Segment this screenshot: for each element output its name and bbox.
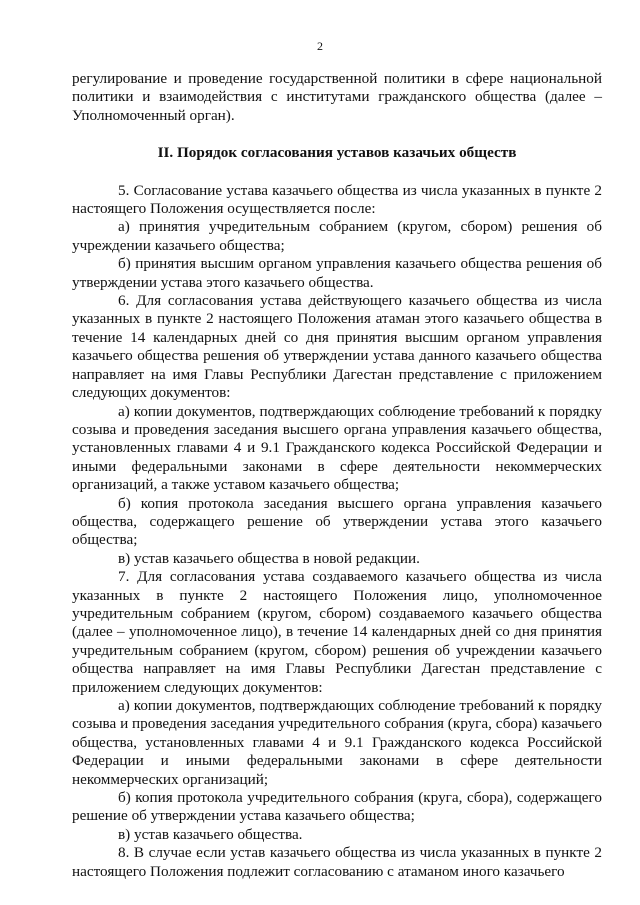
subitem-6a: а) копии документов, подтверждающих соблюдение требований к порядку созыва и проведения заседания высшего органа управления казачьего общества, установленных главами 4 и 9.1 Гражданского кодекса Российской Федерации и иными федеральными законами в сфере деятельности некоммерческих организаций, а также уставом казачьего общества; — [72, 402, 602, 494]
section-heading: II. Порядок согласования уставов казачьих обществ — [157, 144, 517, 162]
subitem-7c: в) устав казачьего общества. — [118, 825, 303, 843]
paragraph-continuation: регулирование и проведение государственной политики в сфере национальной политики и взаимодействия с институтами гражданского общества (далее – Уполномоченный орган). — [72, 70, 602, 124]
paragraph-item-7: 7. Для согласования устава создаваемого казачьего общества из числа указанных в пункте 2 настоящего Положения лицо, уполномоченное учредительным собранием (кругом, сбором) создаваемого казачьего общества (далее – уполномоченное лицо), в течение 14 календарных дней со дня принятия учредительным собранием (кругом, сбором) решения об учреждении казачьего общества направляет на имя Главы Республики Дагестан представление с приложением следующих документов: — [72, 568, 602, 696]
paragraph-item-8: 8. В случае если устав казачьего общества из числа указанных в пункте 2 настоящего Положения подлежит согласованию с атаманом иного казачьего — [72, 844, 602, 880]
paragraph-item-6: 6. Для согласования устава действующего казачьего общества из числа указанных в пункте 2 настоящего Положения атаман этого казачьего общества в течение 14 календарных дней со дня принятия высшим органом управления казачьего общества решения об утверждении устава данного казачьего общества направляет на имя Главы Республики Дагестан представление с приложением следующих документов: — [72, 292, 602, 402]
paragraph-item-5: 5. Согласование устава казачьего общества из числа указанных в пункте 2 настоящего Положения осуществляется после: — [72, 181, 602, 218]
document-body — [72, 70, 602, 881]
subitem-5b: б) принятия высшим органом управления казачьего общества решения об утверждении устава этого казачьего общества. — [72, 255, 602, 291]
subitem-6c: в) устав казачьего общества в новой редакции. — [118, 549, 420, 567]
subitem-7a: а) копии документов, подтверждающих соблюдение требований к порядку созыва и проведения заседания учредительного собрания (круга, сбора) казачьего общества, установленных главами 4 и 9.1 Гражданского кодекса Российской Федерации и иными федеральными законами в сфере деятельности некоммерческих организаций; — [72, 697, 602, 788]
subitem-6b: б) копия протокола заседания высшего органа управления казачьего общества, содержащего решение об утверждении устава этого казачьего общества; — [72, 494, 602, 549]
subitem-5a: а) принятия учредительным собранием (кругом, сбором) решения об учреждении казачьего общества; — [72, 218, 602, 254]
subitem-7b: б) копия протокола учредительного собрания (круга, сбора), содержащего решение об утверждении устава казачьего общества; — [72, 789, 602, 825]
page-number: 2 — [317, 39, 323, 53]
